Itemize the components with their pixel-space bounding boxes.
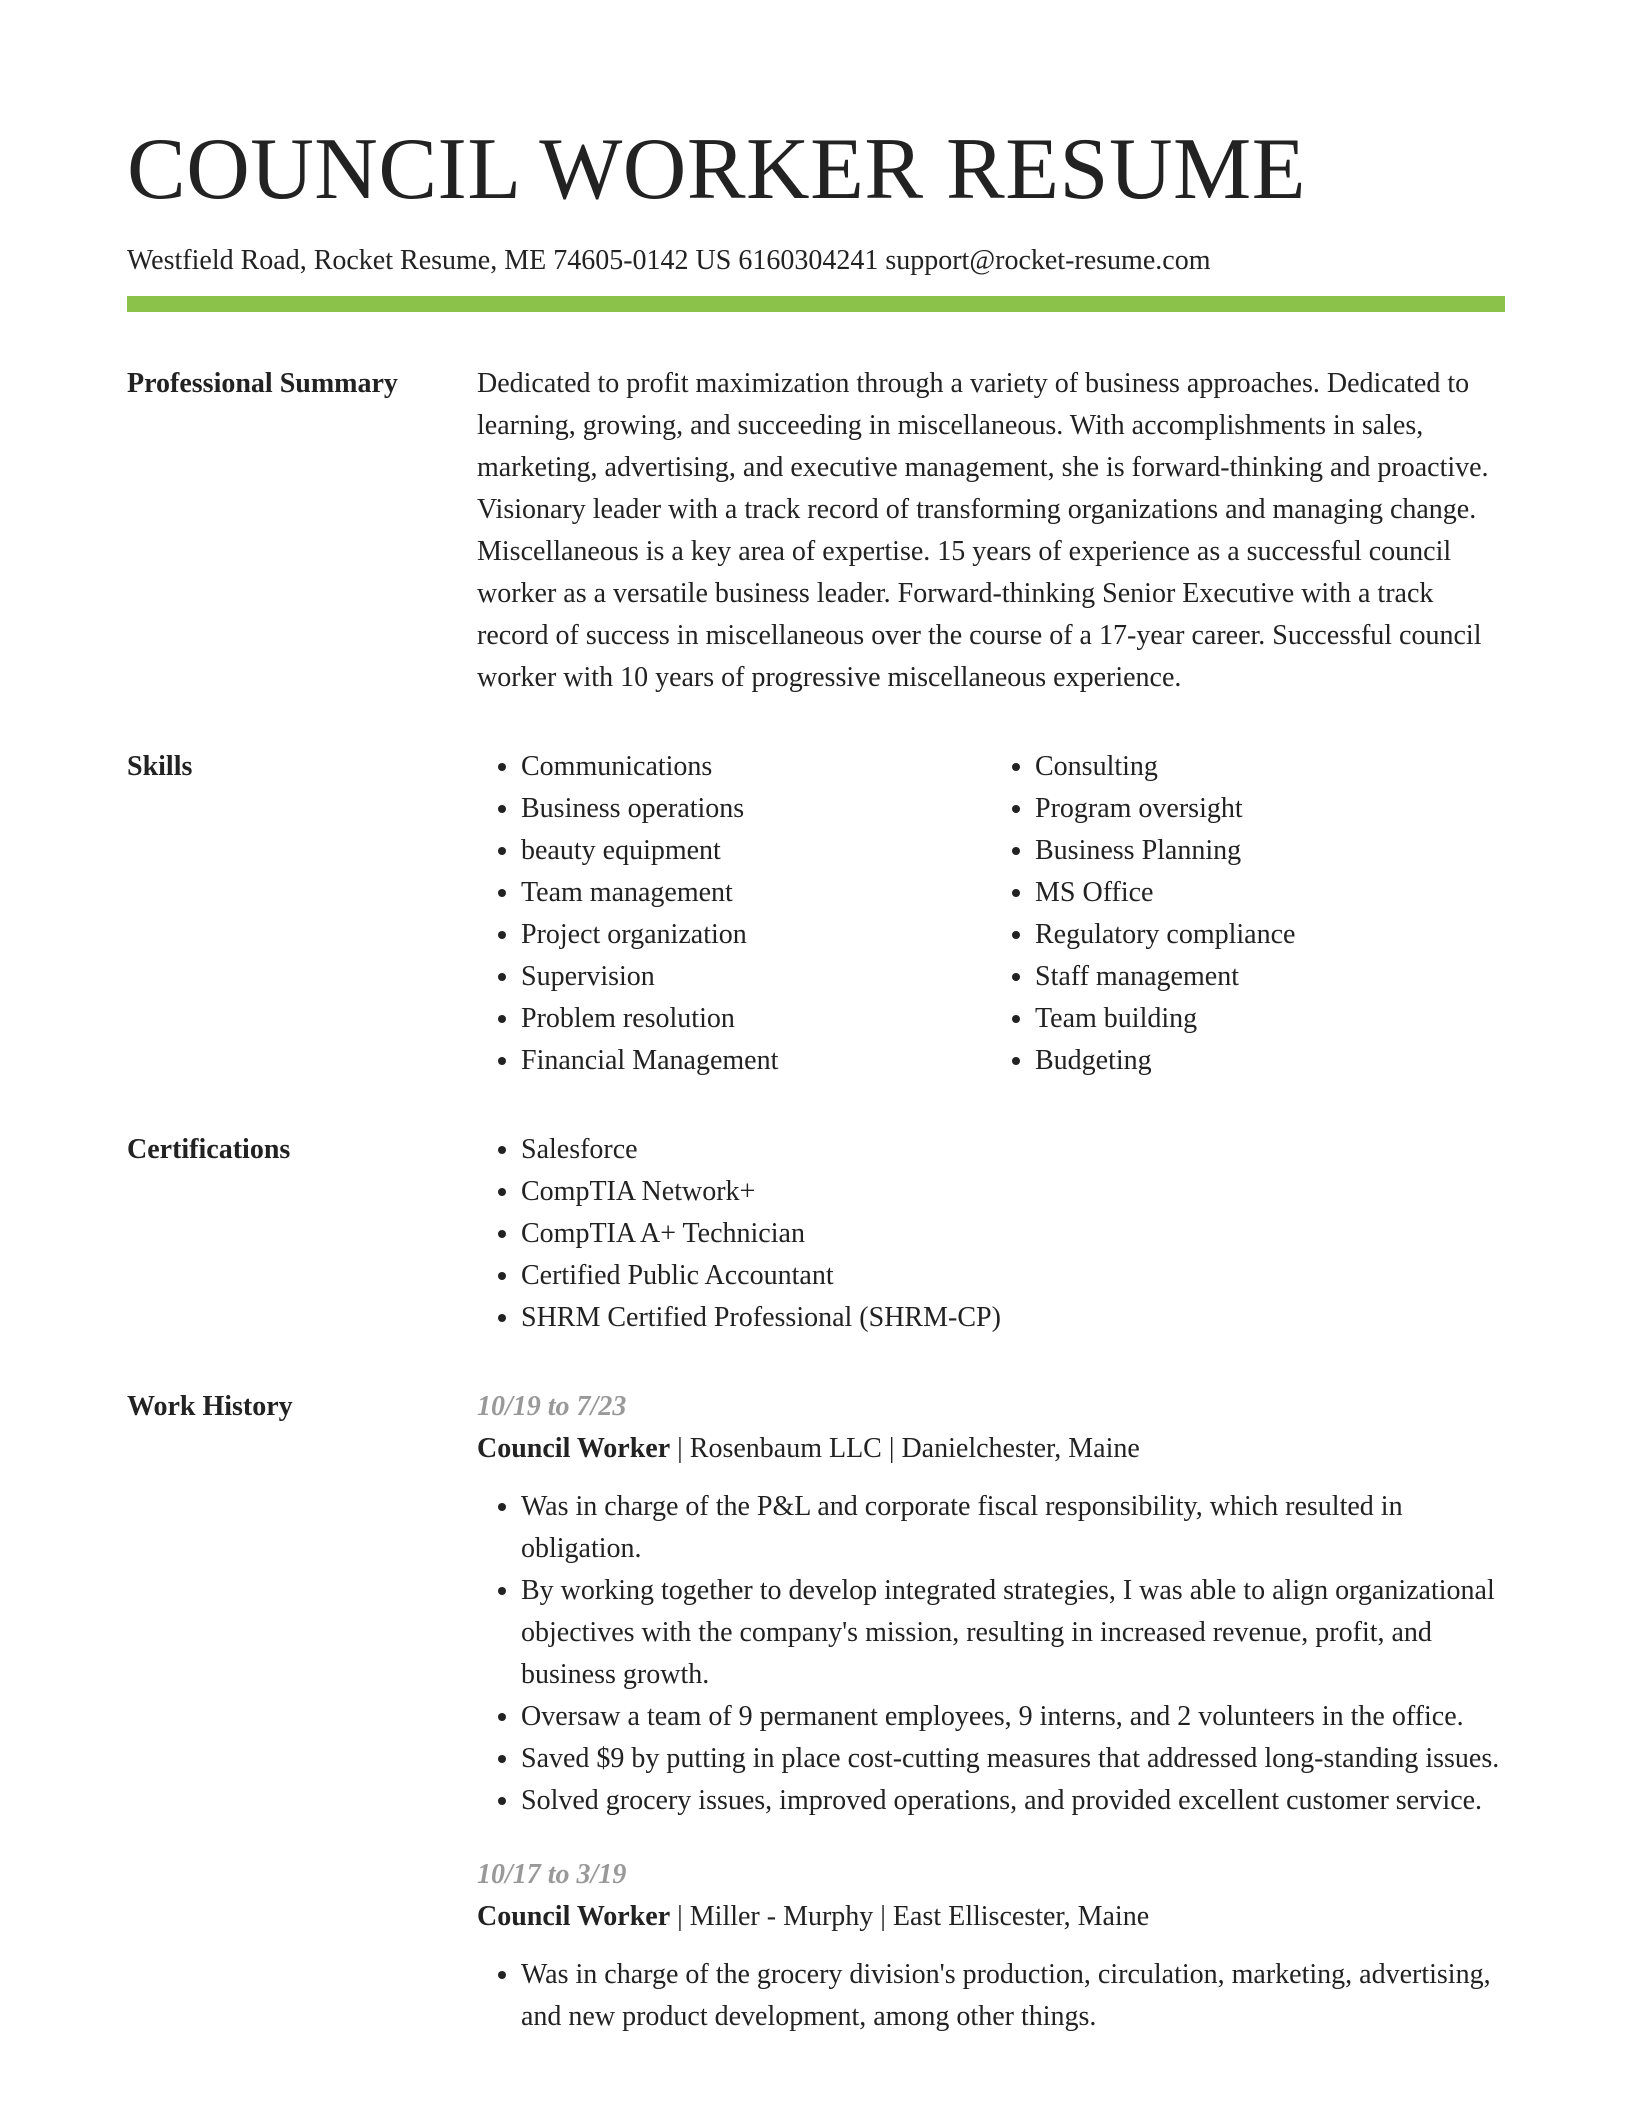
job-heading xyxy=(477,1896,1505,1938)
summary-section xyxy=(127,363,1505,699)
job-bullet: • Was in charge of the P&L and corporate fiscal responsibility, which resulted in obligation. xyxy=(521,1486,1505,1570)
skill-item: • Financial Management xyxy=(521,1040,991,1082)
accent-divider xyxy=(127,296,1505,312)
certification-item: • Certified Public Accountant xyxy=(521,1255,1505,1297)
job-date: 10/17 to 3/19 xyxy=(477,1859,627,1890)
skill-item: • Project organization xyxy=(521,914,991,956)
skill-item: • Supervision xyxy=(521,956,991,998)
job-bullets xyxy=(477,1954,1505,2038)
skill-item: • Staff management xyxy=(1035,956,1505,998)
certification-item: • Salesforce xyxy=(521,1129,1505,1171)
job-company-location: | Rosenbaum LLC | Danielchester, Maine xyxy=(670,1433,1140,1464)
job-bullet: • Was in charge of the grocery division's production, circulation, marketing, advertising, and new product development, among other things. xyxy=(521,1954,1505,2038)
job-bullet: • Saved $9 by putting in place cost-cutting measures that addressed long-standing issues. xyxy=(521,1738,1505,1780)
summary-text: Dedicated to profit maximization through a variety of business approaches. Dedicated to learning, growing, and succeeding in miscellaneous. With accomplishments in sales, marketing, advertising, and executive management, she is forward-thinking and proactive. Visionary leader with a track record of transforming organizations and managing change. Miscellaneous is a key area of expertise. 15 years of experience as a successful council worker as a versatile business leader. Forward-thinking Senior Executive with a track record of success in miscellaneous over the course of a 17-year career. Successful council worker with 10 years of progressive miscellaneous experience. xyxy=(477,368,1489,693)
work-history-content xyxy=(477,1386,1505,2038)
job-entry xyxy=(477,1386,1505,1822)
skill-item: • Program oversight xyxy=(1035,788,1505,830)
certifications-list xyxy=(477,1129,1505,1339)
summary-label: Professional Summary xyxy=(127,368,398,399)
job-heading xyxy=(477,1428,1505,1470)
skill-item: • Problem resolution xyxy=(521,998,991,1040)
skill-item: • Communications xyxy=(521,746,991,788)
skill-item: • Budgeting xyxy=(1035,1040,1505,1082)
skill-item: • MS Office xyxy=(1035,872,1505,914)
skill-item: • Consulting xyxy=(1035,746,1505,788)
skill-item: • Team management xyxy=(521,872,991,914)
skill-item: • beauty equipment xyxy=(521,830,991,872)
contact-line: Westfield Road, Rocket Resume, ME 74605-0142 US 6160304241 support@rocket-resume.com xyxy=(127,245,1211,276)
work-history-label: Work History xyxy=(127,1391,293,1422)
skills-content xyxy=(477,746,1505,1082)
work-history-section xyxy=(127,1386,1505,2038)
job-date: 10/19 to 7/23 xyxy=(477,1391,627,1422)
job-title: Council Worker xyxy=(477,1433,671,1464)
skill-item: • Team building xyxy=(1035,998,1505,1040)
summary-content xyxy=(477,363,1505,699)
job-bullet: • Oversaw a team of 9 permanent employees, 9 interns, and 2 volunteers in the office. xyxy=(521,1696,1505,1738)
certification-item: • CompTIA A+ Technician xyxy=(521,1213,1505,1255)
skill-item: • Regulatory compliance xyxy=(1035,914,1505,956)
skills-section xyxy=(127,746,1505,1082)
job-company-location: | Miller - Murphy | East Elliscester, Maine xyxy=(670,1901,1150,1932)
certifications-content xyxy=(477,1129,1505,1339)
resume-title: COUNCIL WORKER RESUME xyxy=(127,121,1306,218)
certifications-section xyxy=(127,1129,1505,1339)
skill-item: • Business Planning xyxy=(1035,830,1505,872)
certification-item: • SHRM Certified Professional (SHRM-CP) xyxy=(521,1297,1505,1339)
skills-list-right xyxy=(991,746,1505,1082)
skills-list-left xyxy=(477,746,991,1082)
skill-item: • Business operations xyxy=(521,788,991,830)
job-title: Council Worker xyxy=(477,1901,671,1932)
job-bullet: • By working together to develop integrated strategies, I was able to align organizational objectives with the company's mission, resulting in increased revenue, profit, and business growth. xyxy=(521,1570,1505,1696)
certifications-label: Certifications xyxy=(127,1134,291,1165)
certification-item: • CompTIA Network+ xyxy=(521,1171,1505,1213)
job-entry xyxy=(477,1854,1505,2038)
job-bullet: • Solved grocery issues, improved operations, and provided excellent customer service. xyxy=(521,1780,1505,1822)
skills-label: Skills xyxy=(127,751,193,782)
job-bullets xyxy=(477,1486,1505,1822)
